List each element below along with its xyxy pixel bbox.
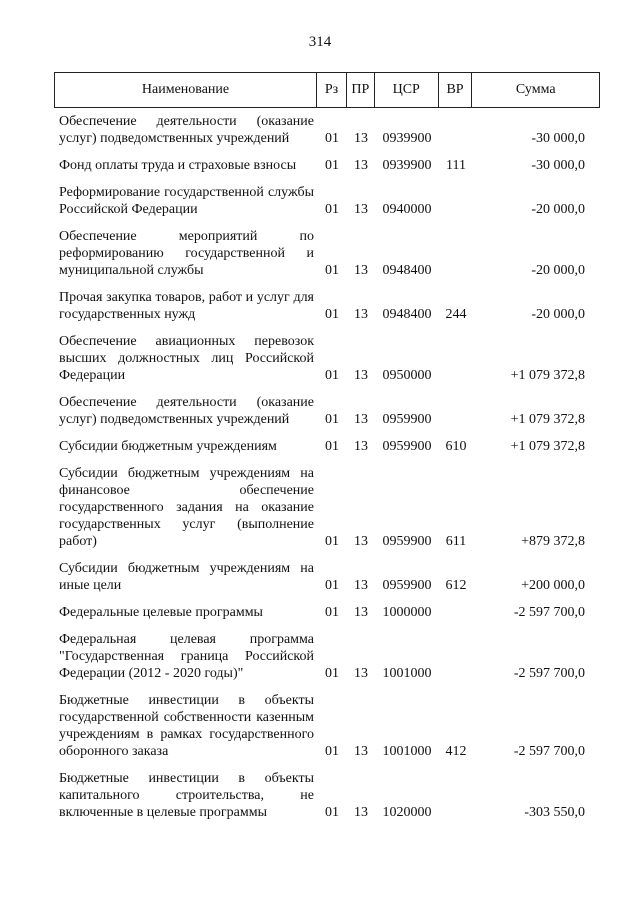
row-name-cell: Обеспечение деятельности (оказание услуг) подведомственных учреждений xyxy=(59,114,314,146)
column-header-csr: ЦСР xyxy=(375,73,439,107)
table-row xyxy=(54,560,600,594)
row-rz-cell: 01 xyxy=(325,131,339,146)
row-vr-cell: 610 xyxy=(445,439,467,454)
row-rz-cell: 01 xyxy=(325,368,339,383)
row-pr-cell: 13 xyxy=(354,439,368,454)
row-csr-cell: 0959900 xyxy=(382,578,432,593)
row-vr-cell: 612 xyxy=(445,578,467,593)
row-pr-cell: 13 xyxy=(354,263,368,278)
row-rz-cell: 01 xyxy=(325,158,339,173)
row-sum-cell: -30 000,0 xyxy=(531,131,585,146)
row-csr-cell: 0959900 xyxy=(382,534,432,549)
table-row xyxy=(54,157,600,174)
row-pr-cell: 13 xyxy=(354,158,368,173)
row-rz-cell: 01 xyxy=(325,605,339,620)
table-row xyxy=(54,770,600,821)
row-pr-cell: 13 xyxy=(354,666,368,681)
row-rz-cell: 01 xyxy=(325,805,339,820)
row-pr-cell: 13 xyxy=(354,534,368,549)
row-pr-cell: 13 xyxy=(354,131,368,146)
row-csr-cell: 1001000 xyxy=(382,666,432,681)
table-row xyxy=(54,228,600,279)
row-pr-cell: 13 xyxy=(354,412,368,427)
row-vr-cell: 244 xyxy=(445,307,467,322)
row-rz-cell: 01 xyxy=(325,307,339,322)
row-name-cell: Обеспечение авиационных перевозок высших должностных лиц Российской Федерации xyxy=(59,334,314,383)
row-rz-cell: 01 xyxy=(325,412,339,427)
row-sum-cell: -20 000,0 xyxy=(531,263,585,278)
table-row xyxy=(54,394,600,428)
row-name-cell: Фонд оплаты труда и страховые взносы xyxy=(59,158,297,173)
row-sum-cell: +200 000,0 xyxy=(521,578,585,593)
table-header xyxy=(54,72,600,108)
row-name-cell: Бюджетные инвестиции в объекты государственной собственности казенным учреждениям в рамках государственного оборонного заказа xyxy=(59,693,314,759)
row-name-cell: Федеральная целевая программа "Государственная граница Российской Федерации (2012 - 2020 годы)" xyxy=(59,632,314,681)
row-rz-cell: 01 xyxy=(325,439,339,454)
row-csr-cell: 0939900 xyxy=(382,158,432,173)
table-row xyxy=(54,289,600,323)
row-rz-cell: 01 xyxy=(325,744,339,759)
row-rz-cell: 01 xyxy=(325,263,339,278)
row-sum-cell: -2 597 700,0 xyxy=(513,744,585,759)
row-csr-cell: 0939900 xyxy=(382,131,432,146)
row-name-cell: Субсидии бюджетным учреждениям на иные цели xyxy=(59,561,314,593)
row-name-cell: Обеспечение мероприятий по реформированию государственной и муниципальной службы xyxy=(59,229,314,278)
column-header-vr: ВР xyxy=(439,73,473,107)
row-pr-cell: 13 xyxy=(354,578,368,593)
row-pr-cell: 13 xyxy=(354,605,368,620)
table-row xyxy=(54,604,600,621)
row-csr-cell: 0948400 xyxy=(382,307,432,322)
column-header-rz: Рз xyxy=(317,73,347,107)
page-number: 314 xyxy=(308,34,332,50)
row-rz-cell: 01 xyxy=(325,202,339,217)
row-csr-cell: 1000000 xyxy=(382,605,432,620)
row-name-cell: Федеральные целевые программы xyxy=(59,605,263,620)
table-row xyxy=(54,333,600,384)
table-row xyxy=(54,438,600,455)
row-rz-cell: 01 xyxy=(325,578,339,593)
row-sum-cell: -20 000,0 xyxy=(531,202,585,217)
row-pr-cell: 13 xyxy=(354,202,368,217)
row-name-cell: Субсидии бюджетным учреждениям на финансовое обеспечение государственного задания на оказание государственных услуг (выполнение работ) xyxy=(59,466,314,549)
row-name-cell: Обеспечение деятельности (оказание услуг) подведомственных учреждений xyxy=(59,395,314,427)
row-name-cell: Реформирование государственной службы Российской Федерации xyxy=(59,185,314,217)
row-csr-cell: 0959900 xyxy=(382,439,432,454)
row-sum-cell: -2 597 700,0 xyxy=(513,666,585,681)
row-rz-cell: 01 xyxy=(325,534,339,549)
table-row xyxy=(54,631,600,682)
column-header-name: Наименование xyxy=(55,73,317,107)
row-csr-cell: 0950000 xyxy=(382,368,432,383)
row-sum-cell: -2 597 700,0 xyxy=(513,605,585,620)
row-vr-cell: 111 xyxy=(446,158,466,173)
row-sum-cell: -30 000,0 xyxy=(531,158,585,173)
row-pr-cell: 13 xyxy=(354,744,368,759)
row-pr-cell: 13 xyxy=(354,368,368,383)
row-name-cell: Прочая закупка товаров, работ и услуг для государственных нужд xyxy=(59,290,314,322)
row-csr-cell: 1001000 xyxy=(382,744,432,759)
table-row xyxy=(54,113,600,147)
table-row xyxy=(54,692,600,760)
row-csr-cell: 0948400 xyxy=(382,263,432,278)
row-sum-cell: -20 000,0 xyxy=(531,307,585,322)
row-vr-cell: 611 xyxy=(445,534,467,549)
row-sum-cell: +1 079 372,8 xyxy=(510,368,585,383)
table-row xyxy=(54,184,600,218)
row-sum-cell: +1 079 372,8 xyxy=(510,412,585,427)
column-header-pr: ПР xyxy=(347,73,375,107)
row-rz-cell: 01 xyxy=(325,666,339,681)
table-body xyxy=(54,113,600,831)
row-csr-cell: 0940000 xyxy=(382,202,432,217)
row-name-cell: Субсидии бюджетным учреждениям xyxy=(59,439,277,454)
table-row xyxy=(54,465,600,550)
column-header-sum: Сумма xyxy=(515,82,556,97)
row-pr-cell: 13 xyxy=(354,307,368,322)
row-sum-cell: -303 550,0 xyxy=(524,805,585,820)
row-pr-cell: 13 xyxy=(354,805,368,820)
row-csr-cell: 1020000 xyxy=(382,805,432,820)
row-sum-cell: +1 079 372,8 xyxy=(510,439,585,454)
row-sum-cell: +879 372,8 xyxy=(521,534,585,549)
row-vr-cell: 412 xyxy=(445,744,467,759)
row-csr-cell: 0959900 xyxy=(382,412,432,427)
row-name-cell: Бюджетные инвестиции в объекты капитального строительства, не включенные в целевые программы xyxy=(59,771,314,820)
